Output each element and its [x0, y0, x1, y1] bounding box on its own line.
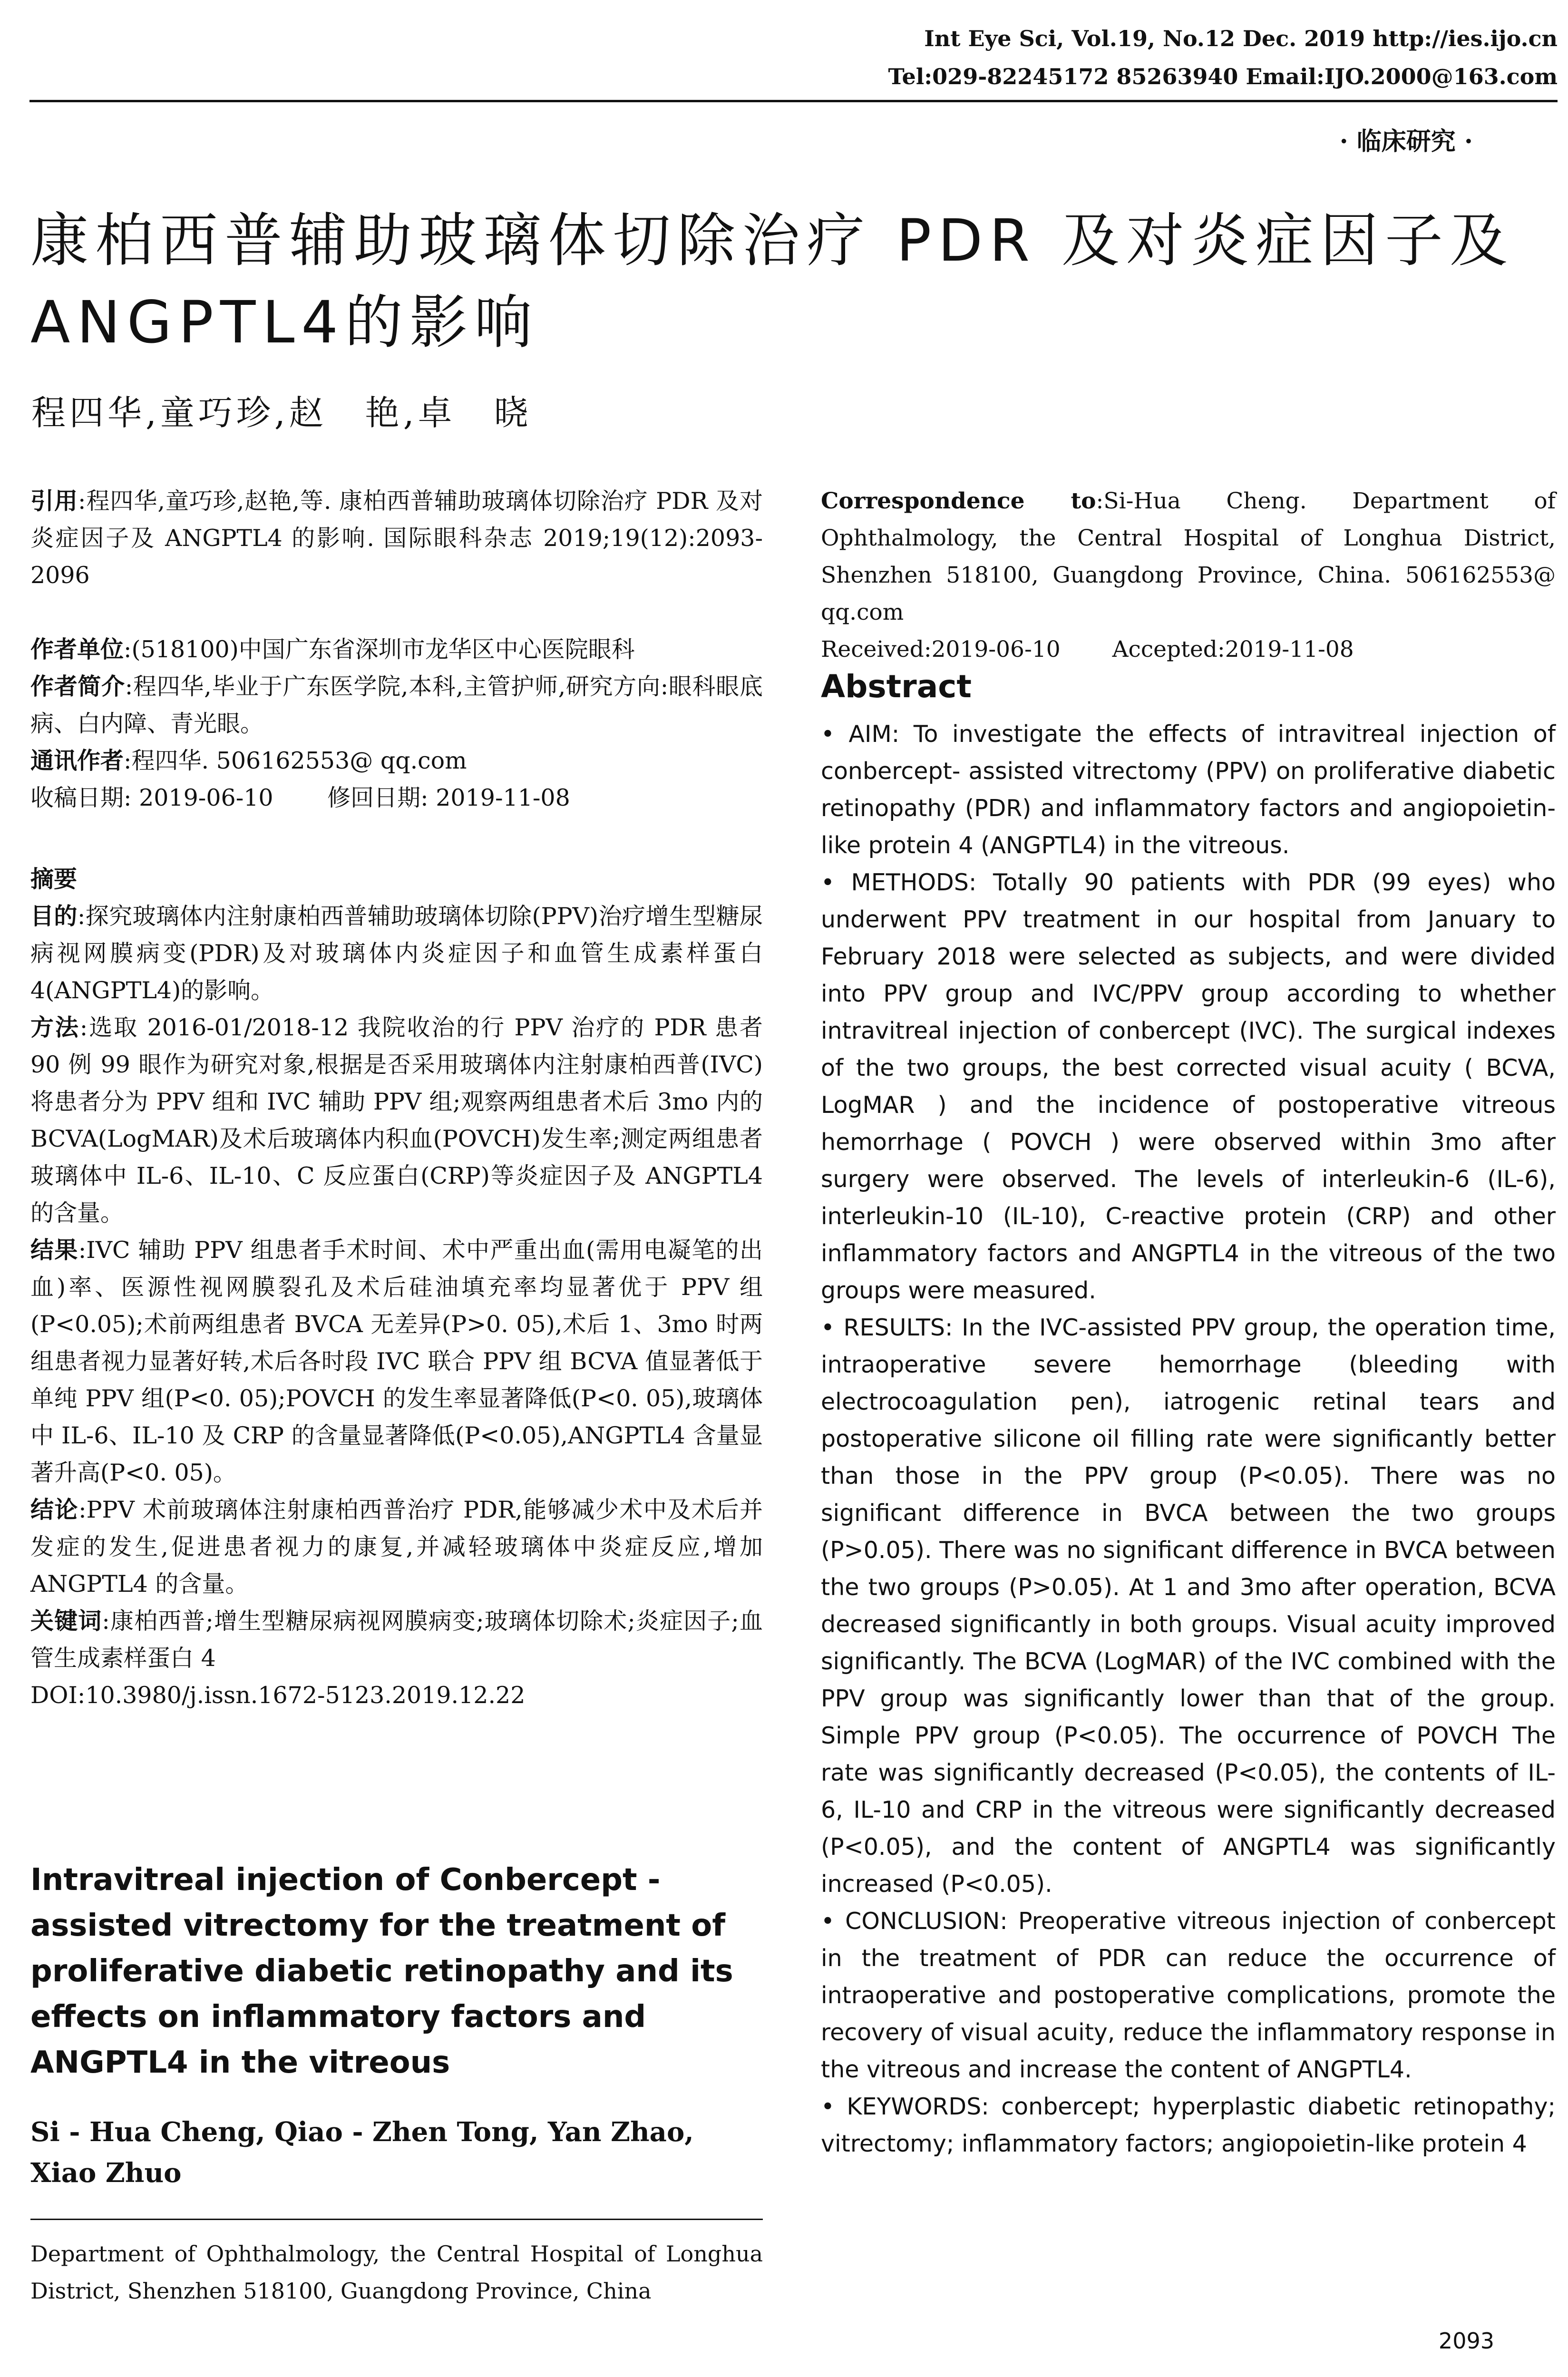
- abstract-conclusion: [30, 1491, 763, 1603]
- author-unit-label: 作者单位: [30, 636, 124, 663]
- english-keywords: • KEYWORDS: conbercept; hyperplastic diabetic retinopathy; vitrectomy; inflammatory factors; angiopoietin-like protein 4: [821, 2093, 1556, 2157]
- chinese-abstract: [30, 861, 763, 1714]
- english-methods: • METHODS: Totally 90 patients with PDR (99 eyes) who underwent PPV treatment in our hospital from January to February 2018 were selected as subjects, and were divided into PPV group and IVC/PPV group according to whether intravitreal injection of conbercept (IVC). The surgical indexes of the two groups, the best corrected visual acuity ( BCVA, LogMAR ) and the incidence of postoperative vitreous hemorrhage ( POVCH ) were observed within 3mo after surgery were observed. The levels of interleukin-6 (IL-6), interleukin-10 (IL-10), C-reactive protein (CRP) and other inflammatory factors and ANGPTL4 in the vitreous of the two groups were measured.: [821, 869, 1556, 1304]
- aim-label: 目的: [30, 903, 78, 930]
- received-revised-dates: 收稿日期: 2019-06-10 修回日期: 2019-11-08: [30, 784, 570, 811]
- english-aim: • AIM: To investigate the effects of intravitreal injection of conbercept- assisted vitrectomy (PPV) on proliferative diabetic retinopathy (PDR) and inflammatory factors and angiopoietin-like protein 4 (ANGPTL4) in the vitreous.: [821, 721, 1556, 859]
- english-abstract-heading: Abstract: [821, 668, 972, 705]
- page-number: 2093: [1438, 2328, 1494, 2354]
- keywords-text: :康柏西普;增生型糖尿病视网膜病变;玻璃体切除术;炎症因子;血管生成素样蛋白 4: [30, 1607, 763, 1672]
- english-abstract: [821, 716, 1556, 2163]
- left-frontmatter: [30, 483, 763, 817]
- chinese-abstract-heading: 摘要: [30, 866, 78, 893]
- correspondence-block: [821, 483, 1556, 668]
- author-bio: [30, 668, 763, 742]
- correspondence: [821, 483, 1556, 631]
- citation-text: :程四华,童巧珍,赵艳,等. 康柏西普辅助玻璃体切除治疗 PDR 及对炎症因子及 ANGPTL4 的影响. 国际眼科杂志 2019;19(12):2093-2096: [30, 487, 763, 589]
- corresponding-author-label: 通讯作者: [30, 747, 124, 774]
- correspondence-label: Correspondence to: [821, 488, 1096, 514]
- conclusion-text: :PPV 术前玻璃体注射康柏西普治疗 PDR,能够减少术中及术后并发症的发生,促进患者视力的康复,并减轻玻璃体中炎症反应,增加 ANGPTL4 的含量。: [30, 1496, 763, 1598]
- doi: DOI:10.3980/j.issn.1672-5123.2019.12.22: [30, 1682, 526, 1709]
- keywords-label: 关键词: [30, 1607, 102, 1635]
- journal-header-line2: Tel:029-82245172 85263940 Email:IJO.2000@163.com: [888, 64, 1558, 89]
- section-tag: · 临床研究 ·: [1339, 127, 1473, 156]
- conclusion-label: 结论: [30, 1496, 79, 1523]
- english-title: Intravitreal injection of Conbercept - assisted vitrectomy for the treatment of proliferative diabetic retinopathy and its effects on inflammatory factors and ANGPTL4 in the vitreous: [30, 1862, 733, 2080]
- english-results: • RESULTS: In the IVC-assisted PPV group, the operation time, intraoperative severe hemorrhage (bleeding with electrocoagulation pen), iatrogenic retinal tears and postoperative silicone oil filling rate were significantly better than those in the PPV group (P<0.05). There was no significant difference in BVCA between the two groups (P>0.05). There was no significant difference in BVCA between the two groups (P>0.05). At 1 and 3mo after operation, BCVA decreased significantly in both groups. Visual acuity improved significantly. The BCVA (LogMAR) of the IVC combined with the PPV group was significantly lower than that of the group. Simple PPV group (P<0.05). The occurrence of POVCH The rate was significantly decreased (P<0.05), the contents of IL-6, IL-10 and CRP in the vitreous were significantly decreased (P<0.05), and the content of ANGPTL4 was significantly increased (P<0.05).: [821, 1314, 1556, 1898]
- results-text: :IVC 辅助 PPV 组患者手术时间、术中严重出血(需用电凝笔的出血)率、医源性视网膜裂孔及术后硅油填充率均显著优于 PPV 组(P<0.05);术前两组患者 BVCA 无差异(P>0. 05),术后 1、3mo 时两组患者视力显著好转,术后各时段 IVC 联合 PPV 组 BCVA 值显著低于单纯 PPV 组(P<0. 05);POVCH 的发生率显著降低(P<0. 05),玻璃体中 IL-6、IL-10 及 CRP 的含量显著降低(P<0.05),ANGPTL4 含量显著升高(P<0. 05)。: [30, 1237, 763, 1486]
- correspondence-text: :Si-Hua Cheng. Department of Ophthalmology, the Central Hospital of Longhua District, Shenzhen 518100, Guangdong Province, China. 506162553@ qq.com: [821, 488, 1556, 625]
- aim-text: :探究玻璃体内注射康柏西普辅助玻璃体切除(PPV)治疗增生型糖尿病视网膜病变(PDR)及对玻璃体内炎症因子和血管生成素样蛋白 4(ANGPTL4)的影响。: [30, 903, 763, 1004]
- article-title: 康柏西普辅助玻璃体切除治疗 PDR 及对炎症因子及 ANGPTL4的影响: [30, 207, 1514, 356]
- abstract-results: [30, 1232, 763, 1491]
- abstract-methods: [30, 1009, 763, 1232]
- department-rule: [30, 2219, 763, 2220]
- corresponding-author: [30, 742, 763, 779]
- corresponding-author-text: :程四华. 506162553@ qq.com: [124, 747, 467, 774]
- author-unit-text: :(518100)中国广东省深圳市龙华区中心医院眼科: [124, 636, 635, 663]
- abstract-aim: [30, 898, 763, 1009]
- english-authors: Si - Hua Cheng, Qiao - Zhen Tong, Yan Zhao, Xiao Zhuo: [30, 2116, 694, 2189]
- author-list: 程四华,童巧珍,赵 艳,卓 晓: [31, 393, 532, 433]
- results-label: 结果: [30, 1237, 78, 1264]
- author-bio-text: :程四华,毕业于广东医学院,本科,主管护师,研究方向:眼科眼底病、白内障、青光眼。: [30, 673, 763, 737]
- journal-header-line1: Int Eye Sci, Vol.19, No.12 Dec. 2019 http://ies.ijo.cn: [924, 26, 1558, 51]
- header-rule: [29, 100, 1558, 102]
- author-bio-label: 作者简介: [30, 673, 125, 700]
- methods-label: 方法: [30, 1014, 80, 1041]
- citation: [30, 483, 763, 594]
- methods-text: :选取 2016-01/2018-12 我院收治的行 PPV 治疗的 PDR 患者 90 例 99 眼作为研究对象,根据是否采用玻璃体内注射康柏西普(IVC)将患者分为 PPV 组和 IVC 辅助 PPV 组;观察两组患者术后 3mo 内的 BCVA(LogMAR)及术后玻璃体内积血(POVCH)发生率;测定两组患者玻璃体中 IL-6、IL-10、C 反应蛋白(CRP)等炎症因子及 ANGPTL4 的含量。: [30, 1014, 763, 1227]
- keywords: [30, 1603, 763, 1677]
- english-department: Department of Ophthalmology, the Central Hospital of Longhua District, Shenzhen 518100, Guangdong Province, China: [30, 2241, 763, 2304]
- author-unit: [30, 631, 763, 668]
- citation-label: 引用: [30, 487, 78, 515]
- english-conclusion: • CONCLUSION: Preoperative vitreous injection of conbercept in the treatment of PDR can reduce the occurrence of intraoperative and postoperative complications, promote the recovery of visual acuity, reduce the inflammatory response in the vitreous and increase the content of ANGPTL4.: [821, 1908, 1556, 2083]
- received-accepted-dates: Received:2019-06-10 Accepted:2019-11-08: [821, 636, 1354, 662]
